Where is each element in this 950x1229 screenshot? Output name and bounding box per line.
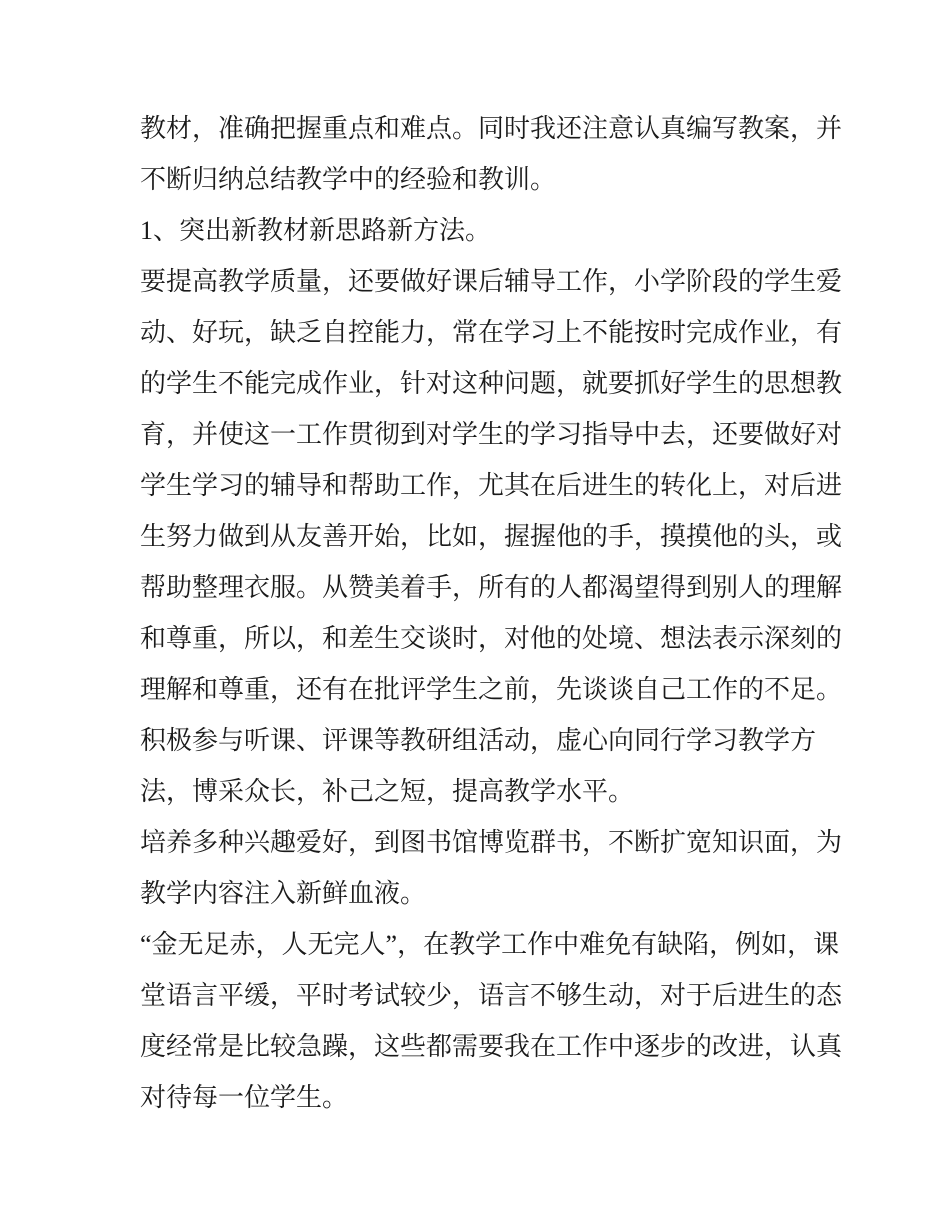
text-line: 堂语言平缓，平时考试较少，语言不够生动，对于后进生的态 [140,981,843,1010]
text-line: 教学内容注入新鲜血液。 [140,879,427,908]
text-line: 对待每一位学生。 [140,1083,349,1112]
text-line: 学生学习的辅导和帮助工作，尤其在后进生的转化上，对后进 [140,471,843,500]
text-line: 积极参与听课、评课等教研组活动，虚心向同行学习教学方 [140,726,817,755]
text-line: 动、好玩，缺乏自控能力，常在学习上不能按时完成作业，有 [140,318,843,347]
text-line: 1、突出新教材新思路新方法。 [140,216,492,245]
text-line: 帮助整理衣服。从赞美着手，所有的人都渴望得到别人的理解 [140,573,843,602]
text-line: 的学生不能完成作业，针对这种问题，就要抓好学生的思想教 [140,369,843,398]
document-text-block [140,103,870,1123]
text-line: 育，并使这一工作贯彻到对学生的学习指导中去，还要做好对 [140,420,843,449]
text-line: 要提高教学质量，还要做好课后辅导工作，小学阶段的学生爱 [140,267,843,296]
text-line: 培养多种兴趣爱好，到图书馆博览群书，不断扩宽知识面，为 [140,828,843,857]
text-line: “金无足赤，人无完人”，在教学工作中难免有缺陷，例如，课 [140,930,840,959]
text-line: 度经常是比较急躁，这些都需要我在工作中逐步的改进，认真 [140,1032,843,1061]
text-line: 不断归纳总结教学中的经验和教训。 [140,165,557,194]
text-line: 生努力做到从友善开始，比如，握握他的手，摸摸他的头，或 [140,522,843,551]
text-line: 教材，准确把握重点和难点。同时我还注意认真编写教案，并 [140,114,843,143]
text-line: 法，博采众长，补己之短，提高教学水平。 [140,777,635,806]
text-line: 理解和尊重，还有在批评学生之前，先谈谈自己工作的不足。 [140,675,843,704]
text-line: 和尊重，所以，和差生交谈时，对他的处境、想法表示深刻的 [140,624,843,653]
